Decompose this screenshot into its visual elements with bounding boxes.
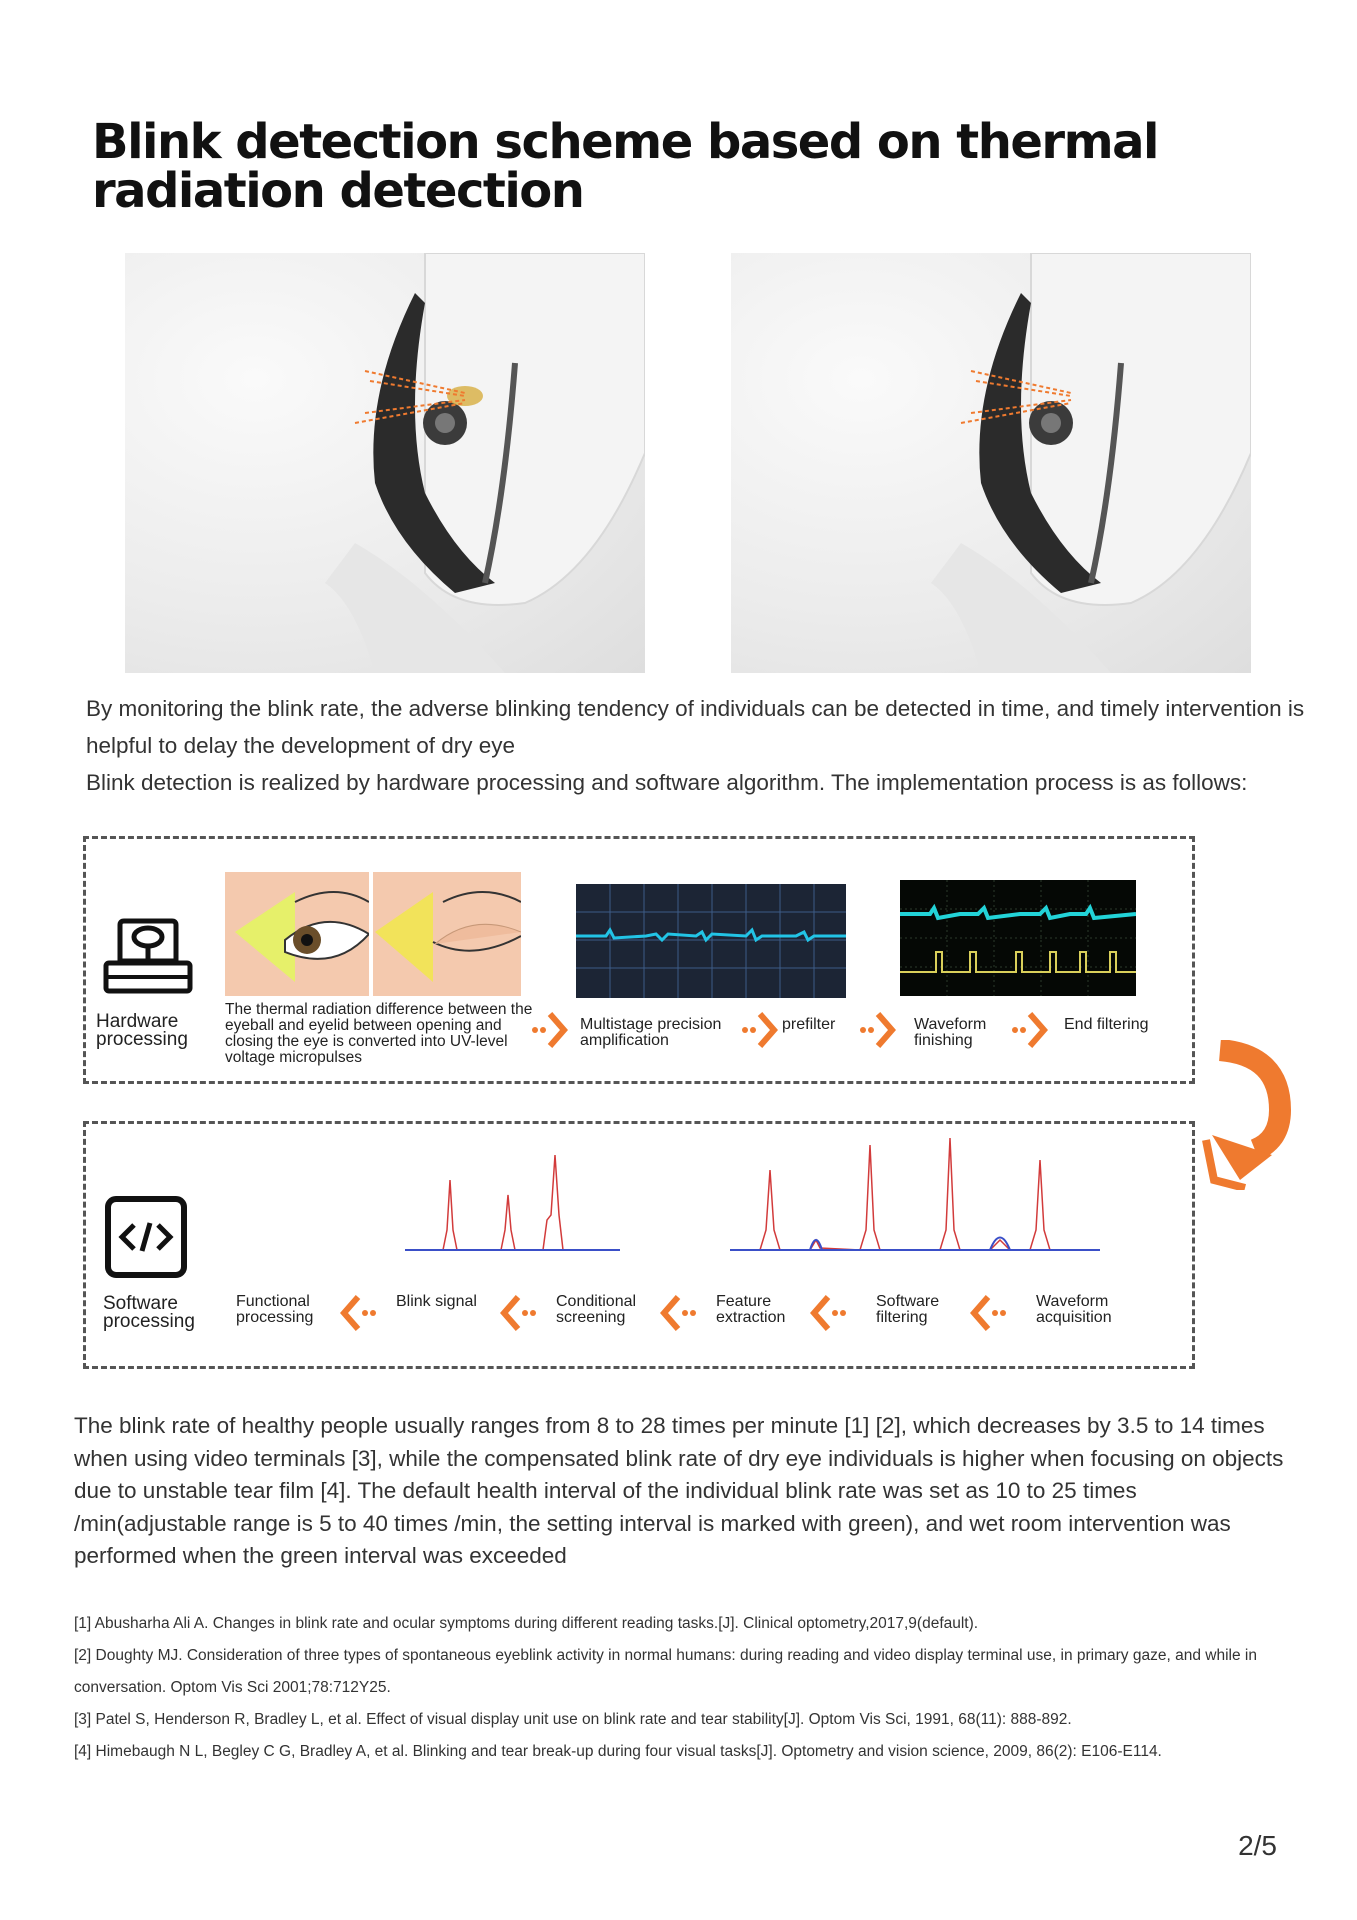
chevron-right-icon (740, 1008, 780, 1052)
chevron-left-icon (338, 1291, 378, 1335)
thermal-caption: The thermal radiation difference between the eyeball and eyelid between opening and closing the eye is converted into UV-level voltage micropulses (225, 1001, 533, 1066)
step-conditional-screening-label: Conditional screening (556, 1293, 637, 1326)
eye-closed-illustration (373, 872, 521, 996)
eye-open-illustration (225, 872, 369, 996)
reference-item: [2] Doughty MJ. Consideration of three types of spontaneous eyeblink activity in normal humans: during reading and video display terminal use, in primary gaze, and while in conversation. Optom Vis Sci 2001;78:712Y25. (74, 1647, 1257, 1696)
hardware-processing-label: Hardware processing (96, 1011, 188, 1050)
curved-arrow-icon (1200, 1040, 1300, 1190)
chevron-left-icon (808, 1291, 848, 1335)
reference-item: [3] Patel S, Henderson R, Bradley L, et al. Effect of visual display unit use on blink rate and tear stability[J]. Optom Vis Sci, 1991, 68(11): 888-892. (74, 1711, 1072, 1728)
code-icon (104, 1195, 188, 1279)
photo-eye-closed (731, 253, 1251, 673)
intro-line-2: Blink detection is realized by hardware processing and software algorithm. The implementation process is as follows: (86, 770, 1248, 795)
body-paragraph: The blink rate of healthy people usually ranges from 8 to 28 times per minute [1] [2], which decreases by 3.5 to 14 times when using video terminals [3], while the compensated blink rate of dry eye individuals is higher when focusing on objects due to unstable tear film [4]. The default health interval of the individual blink rate was set as 10 to 25 times /min(adjustable range is 5 to 40 times /min, the setting interval is marked with green), and wet room intervention was performed when the green interval was exceeded (74, 1413, 1284, 1568)
references (74, 1608, 1304, 1768)
chevron-right-icon (530, 1008, 570, 1052)
oscilloscope-finished (900, 880, 1136, 996)
chevron-right-icon (1010, 1008, 1050, 1052)
blink-signal-plot (405, 1150, 620, 1255)
page-number: 2/5 (1238, 1830, 1277, 1861)
device-icon (102, 915, 194, 997)
page-title: Blink detection scheme based on thermal radiation detection (92, 114, 1158, 219)
chevron-left-icon (658, 1291, 698, 1335)
step-waveform-finishing-label: Waveform finishing (914, 1016, 987, 1049)
chevron-right-icon (858, 1008, 898, 1052)
chevron-left-icon (498, 1291, 538, 1335)
step-blink-signal-label: Blink signal (396, 1293, 477, 1310)
reference-item: [1] Abusharha Ali A. Changes in blink rate and ocular symptoms during different reading tasks.[J]. Clinical optometry,2017,9(default). (74, 1615, 979, 1632)
reference-item: [4] Himebaugh N L, Begley C G, Bradley A, et al. Blinking and tear break-up during four visual tasks[J]. Optometry and vision science, 2009, 86(2): E106-E114. (74, 1743, 1162, 1760)
waveform-plot (730, 1138, 1100, 1250)
oscilloscope-amplified (576, 884, 846, 998)
software-processing-label: Software processing (103, 1293, 195, 1332)
intro-line-1: By monitoring the blink rate, the adverse blinking tendency of individuals can be detected in time, and timely intervention is helpful to delay the development of dry eye (86, 696, 1305, 758)
step-end-filtering-label: End filtering (1064, 1016, 1149, 1033)
step-feature-extraction-label: Feature extraction (716, 1293, 786, 1326)
step-prefilter-label: prefilter (782, 1016, 836, 1033)
step-software-filtering-label: Software filtering (876, 1293, 940, 1326)
step-functional-processing-label: Functional processing (236, 1293, 314, 1326)
chevron-left-icon (968, 1291, 1008, 1335)
step-waveform-acquisition-label: Waveform acquisition (1036, 1293, 1112, 1326)
photo-eye-open (125, 253, 645, 673)
step-amplification-label: Multistage precision amplification (580, 1016, 722, 1049)
intro-text (86, 690, 1326, 801)
